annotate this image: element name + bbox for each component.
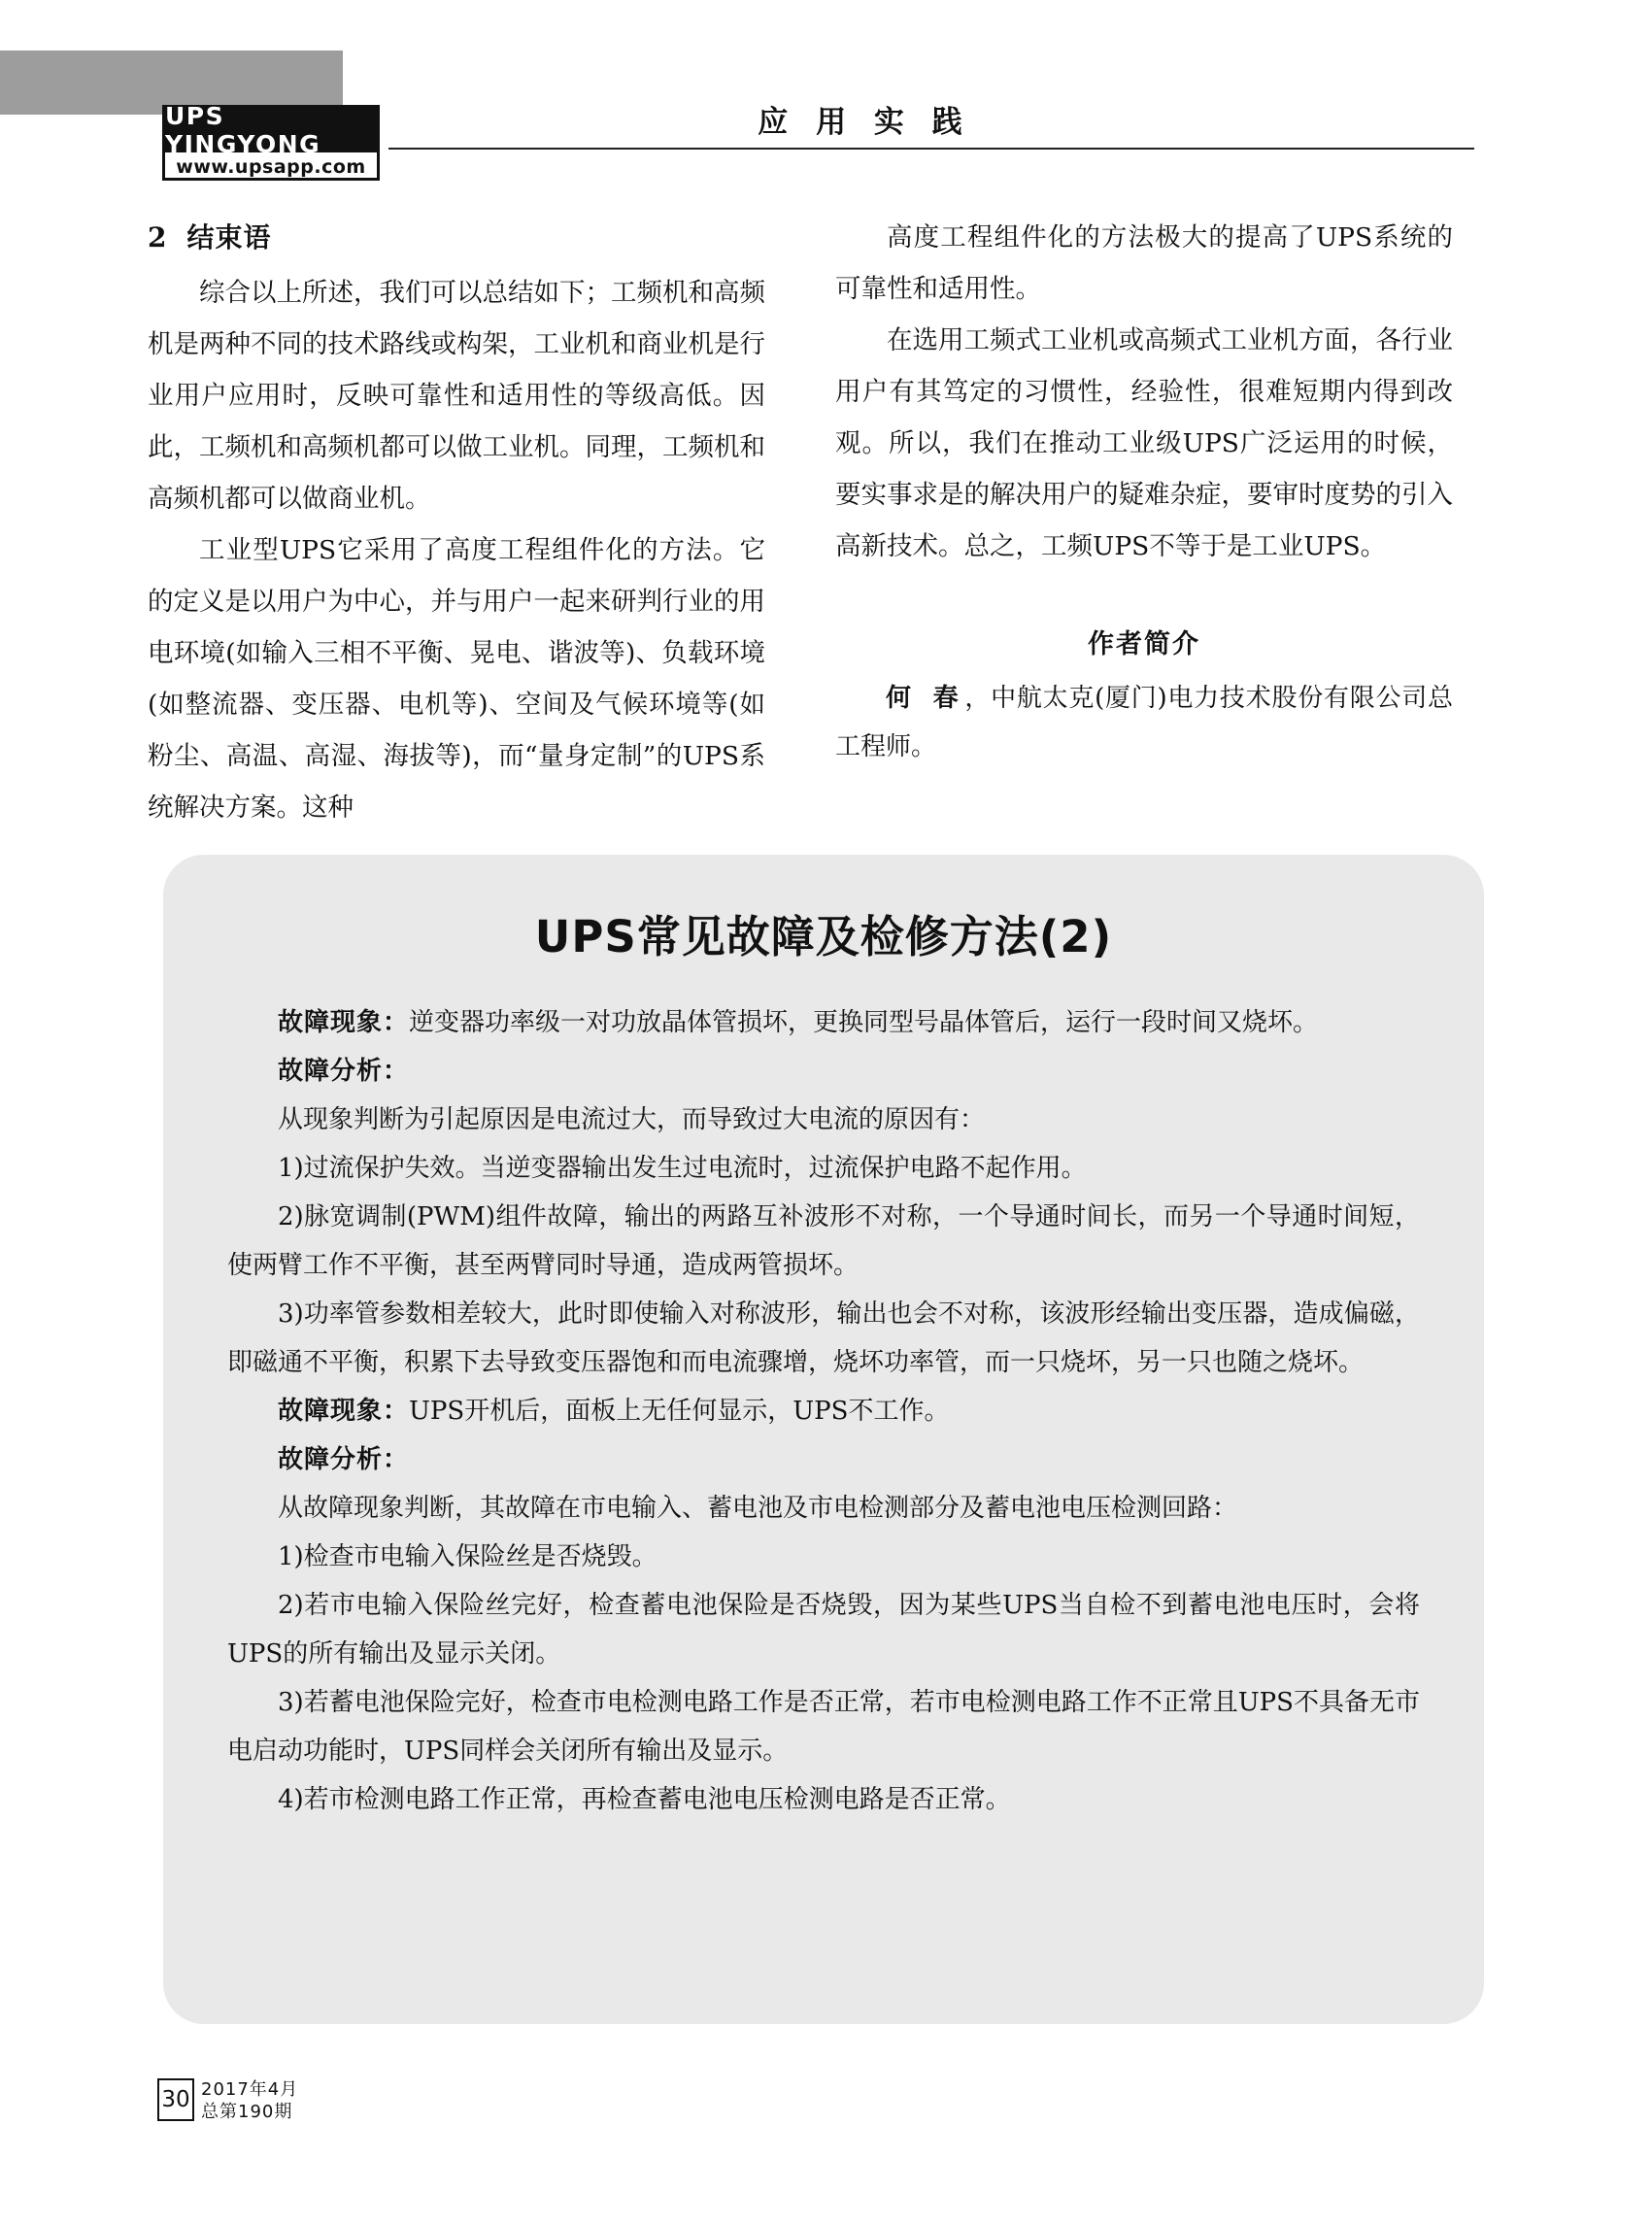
paragraph: 高度工程组件化的方法极大的提高了UPS系统的可靠性和适用性。 bbox=[835, 222, 1453, 304]
paragraph-label: 故障分析： bbox=[278, 1057, 410, 1086]
logo-website-text: www.upsapp.com bbox=[176, 155, 366, 178]
boxed-article-paragraph bbox=[227, 1775, 1420, 1824]
section-heading bbox=[148, 212, 765, 263]
page-number: 30 bbox=[157, 2078, 194, 2121]
paragraph-text: 4)若市检测电路工作正常，再检查蓄电池电压检测电路是否正常。 bbox=[278, 1785, 1011, 1814]
section-number: 2 bbox=[148, 221, 168, 253]
paragraph-text: 2)若市电输入保险丝完好，检查蓄电池保险是否烧毁，因为某些UPS当自检不到蓄电池电压时，会将UPS的所有输出及显示关闭。 bbox=[227, 1591, 1420, 1669]
section-title: 结束语 bbox=[186, 221, 272, 253]
footer-date: 2017年4月 bbox=[201, 2079, 299, 2100]
footer-issue: 总第190期 bbox=[201, 2102, 293, 2122]
paragraph: 工业型UPS它采用了高度工程组件化的方法。它的定义是以用户为中心，并与用户一起来研判行业的用电环境(如输入三相不平衡、晃电、谐波等)、负载环境(如整流器、变压器、电机等)、空间及气候环境等(如粉尘、高温、高湿、海拔等)，而“量身定制”的UPS系统解决方案。这种 bbox=[148, 535, 765, 823]
boxed-article-paragraph bbox=[227, 1678, 1420, 1775]
paragraph-text: 3)若蓄电池保险完好，检查市电检测电路工作是否正常，若市电检测电路工作不正常且UPS不具备无市电启动功能时，UPS同样会关闭所有输出及显示。 bbox=[227, 1688, 1420, 1766]
paragraph-text: UPS开机后，面板上无任何显示，UPS不工作。 bbox=[409, 1397, 950, 1426]
header-divider bbox=[388, 148, 1474, 150]
author-name: 何 春 bbox=[886, 684, 965, 713]
boxed-article-paragraph bbox=[227, 1144, 1420, 1193]
boxed-article-body bbox=[227, 998, 1420, 1824]
paragraph-text: 逆变器功率级一对功放晶体管损坏，更换同型号晶体管后，运行一段时间又烧坏。 bbox=[409, 1008, 1319, 1037]
paragraph-text: 2)脉宽调制(PWM)组件故障，输出的两路互补波形不对称，一个导通时间长，而另一个导通时间短，使两臂工作不平衡，甚至两臂同时导通，造成两管损坏。 bbox=[227, 1202, 1420, 1280]
boxed-article-paragraph bbox=[227, 1290, 1420, 1387]
footer-issue-info bbox=[201, 2078, 298, 2123]
paragraph-text: 3)功率管参数相差较大，此时即使输入对称波形，输出也会不对称，该波形经输出变压器，造成偏磁，即磁通不平衡，积累下去导致变压器饱和而电流骤增，烧坏功率管，而一只烧坏，另一只也随之烧坏。 bbox=[227, 1299, 1420, 1377]
journal-logo bbox=[162, 102, 380, 181]
boxed-article-paragraph bbox=[227, 1435, 1420, 1484]
boxed-article-title: UPS常见故障及检修方法(2) bbox=[534, 911, 1113, 962]
paragraph: 综合以上所述，我们可以总结如下；工频机和高频机是两种不同的技术路线或构架，工业机和商业机是行业用户应用时，反映可靠性和适用性的等级高低。因此，工频机和高频机都可以做工业机。同理，工频机和高频机都可以做商业机。 bbox=[148, 278, 765, 514]
boxed-article bbox=[163, 855, 1484, 2024]
boxed-article-paragraph bbox=[227, 1387, 1420, 1435]
author-bio-heading: 作者简介 bbox=[1088, 629, 1200, 659]
boxed-article-paragraph bbox=[227, 1096, 1420, 1144]
paragraph: 在选用工频式工业机或高频式工业机方面，各行业用户有其笃定的习惯性，经验性，很难短期内得到改观。所以，我们在推动工业级UPS广泛运用的时候，要实事求是的解决用户的疑难杂症，要审时度势的引入高新技术。总之，工频UPS不等于是工业UPS。 bbox=[835, 325, 1453, 561]
logo-primary-text: UPS YINGYONG bbox=[165, 108, 377, 152]
paragraph-label: 故障分析： bbox=[278, 1445, 410, 1474]
page-title: 应 用 实 践 bbox=[758, 105, 971, 140]
boxed-article-paragraph bbox=[227, 1533, 1420, 1581]
boxed-article-paragraph bbox=[227, 1581, 1420, 1678]
paragraph-text: 从现象判断为引起原因是电流过大，而导致过大电流的原因有： bbox=[278, 1105, 986, 1134]
left-column bbox=[148, 212, 765, 833]
paragraph-text: 从故障现象判断，其故障在市电输入、蓄电池及市电检测部分及蓄电池电压检测回路： bbox=[278, 1494, 1238, 1523]
right-column bbox=[835, 212, 1453, 771]
paragraph-text: 1)检查市电输入保险丝是否烧毁。 bbox=[278, 1542, 657, 1571]
paragraph-text: 1)过流保护失效。当逆变器输出发生过电流时，过流保护电路不起作用。 bbox=[278, 1154, 1087, 1183]
author-bio bbox=[835, 674, 1453, 771]
footer bbox=[157, 2078, 298, 2123]
paragraph-label: 故障现象： bbox=[278, 1397, 410, 1426]
paragraph-label: 故障现象： bbox=[278, 1008, 410, 1037]
boxed-article-paragraph bbox=[227, 1047, 1420, 1096]
boxed-article-paragraph bbox=[227, 1193, 1420, 1290]
author-affiliation: ，中航太克(厦门)电力技术股份有限公司总工程师。 bbox=[835, 684, 1453, 761]
boxed-article-paragraph bbox=[227, 998, 1420, 1047]
boxed-article-paragraph bbox=[227, 1484, 1420, 1533]
